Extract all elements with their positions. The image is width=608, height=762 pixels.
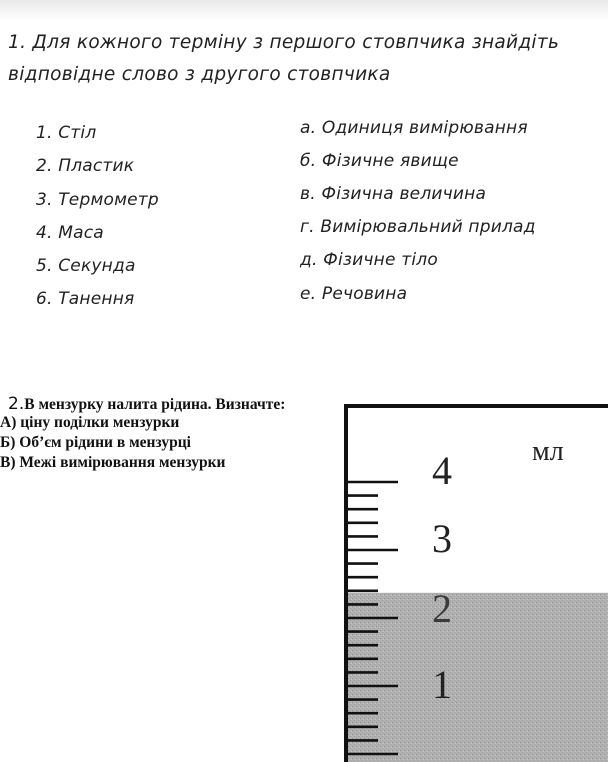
task2-option-v: В) Межі вимірювання мензурки [0, 454, 226, 471]
left-term-5: 5. Секунда [36, 256, 136, 276]
task1-instruction-line1: 1. Для кожного терміну з першого стовпчика знайдіть [8, 32, 560, 53]
task2-option-b: Б) Об’єм рідини в мензурці [0, 434, 191, 451]
page-top-shadow [0, 0, 608, 22]
right-term-d: д. Фізичне тіло [300, 250, 438, 270]
task2-title-text: В мензурку налита рідина. Визначте: [24, 396, 286, 413]
left-term-2: 2. Пластик [36, 156, 135, 176]
left-term-3: 3. Термометр [36, 190, 159, 210]
scale-label-4: 4 [432, 448, 452, 493]
task1-instruction-line2: відповідне слово з другого стовпчика [8, 64, 391, 85]
right-term-a: а. Одиниця вимірювання [300, 118, 528, 138]
measuring-cylinder [332, 402, 608, 762]
task2-title [8, 394, 285, 414]
left-term-6: 6. Танення [36, 289, 135, 309]
task2-option-a: А) ціну поділки мензурки [0, 414, 180, 431]
right-term-g: г. Вимірювальний прилад [300, 217, 536, 237]
right-term-b: б. Фізичне явище [300, 151, 459, 171]
right-term-v: в. Фізична величина [300, 184, 487, 204]
right-term-e: е. Речовина [300, 284, 408, 304]
unit-label: мл [532, 436, 564, 467]
task2-number: 2. [8, 394, 25, 414]
scale-label-2: 2 [432, 586, 452, 631]
left-term-4: 4. Маса [36, 223, 104, 243]
scale-label-3: 3 [432, 516, 452, 561]
scale-label-1: 1 [432, 662, 452, 707]
left-term-1: 1. Стіл [36, 123, 97, 143]
